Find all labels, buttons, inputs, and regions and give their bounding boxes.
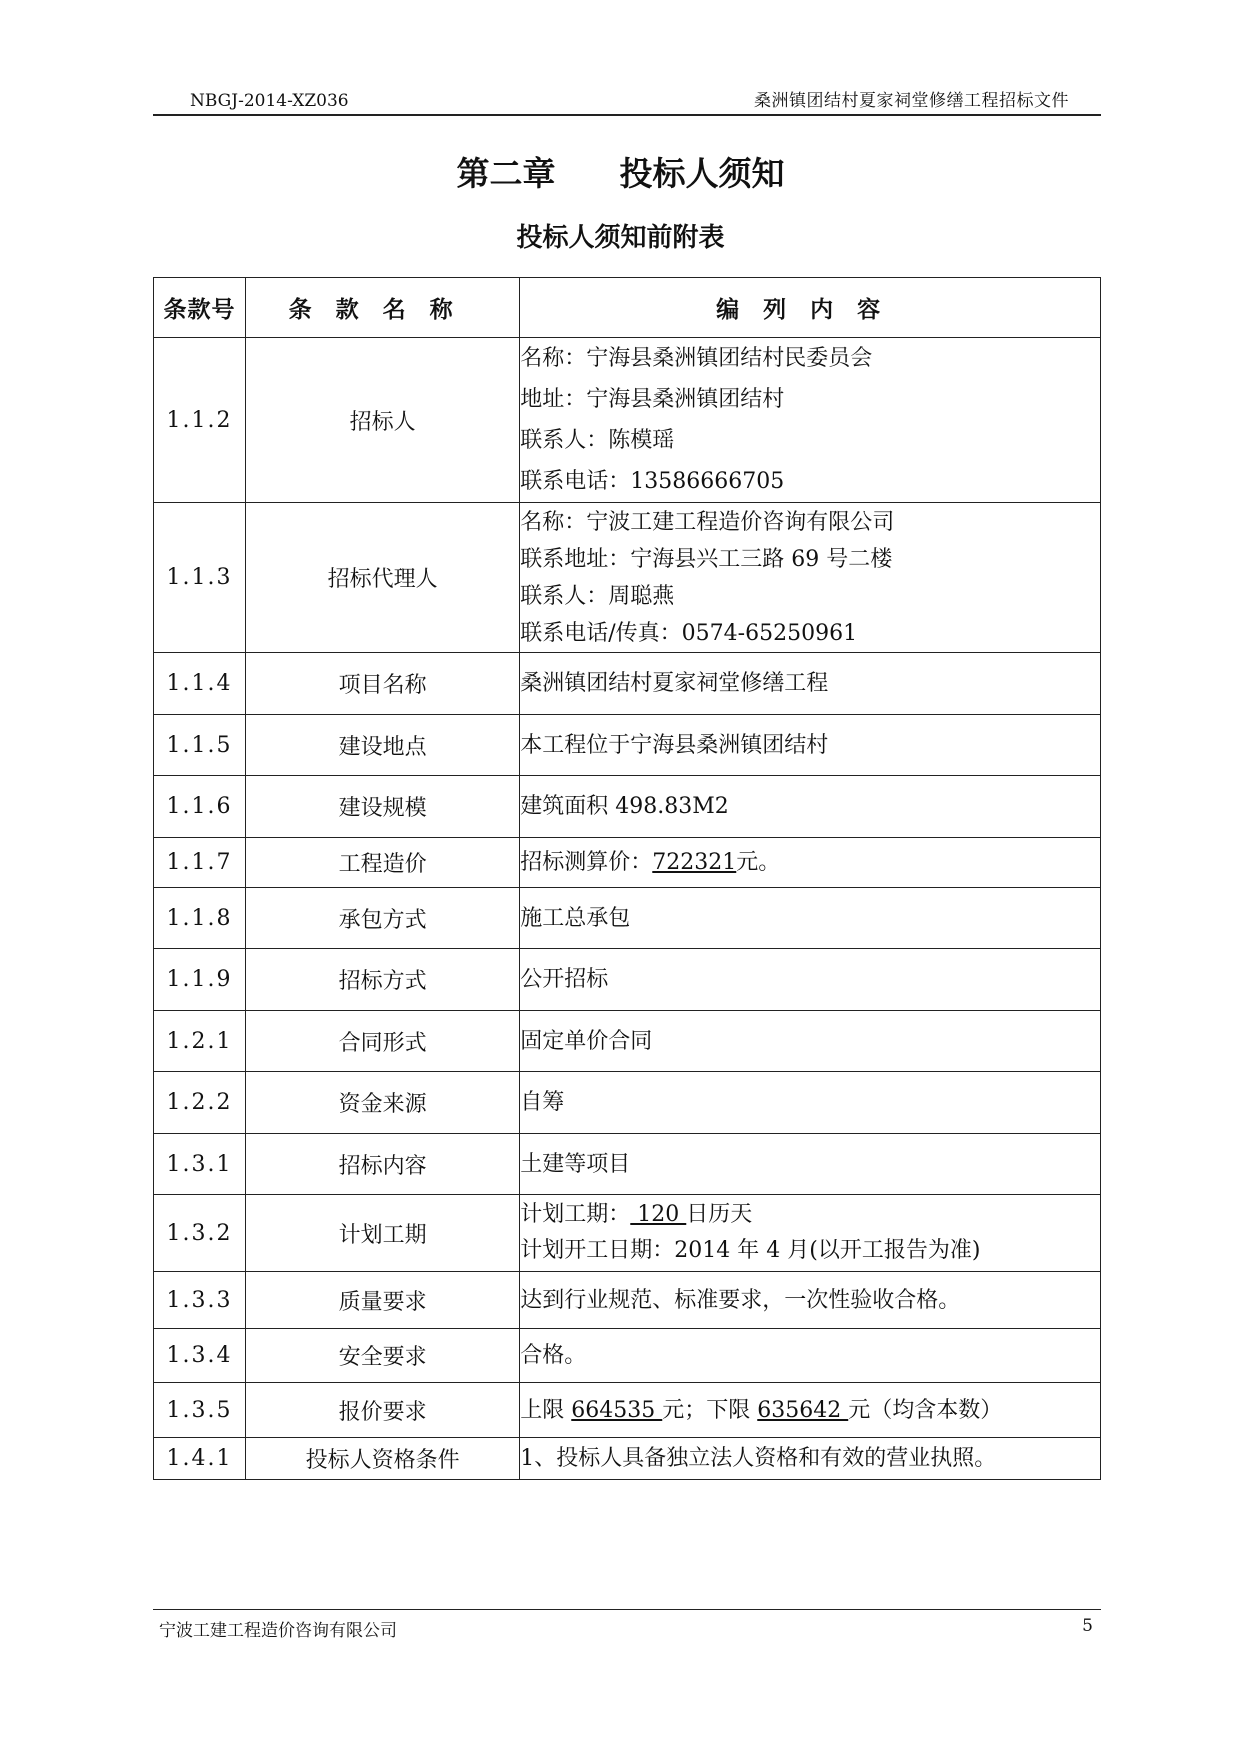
price-unit: 元。 bbox=[736, 850, 781, 875]
table-row bbox=[154, 338, 1101, 503]
table-row bbox=[154, 653, 1101, 715]
content-line: 名称：宁波工建工程造价咨询有限公司 bbox=[520, 509, 895, 535]
document-code: NBGJ-2014-XZ036 bbox=[190, 91, 349, 111]
clause-name: 承包方式 bbox=[245, 888, 519, 949]
table-row bbox=[154, 715, 1101, 776]
content-line: 地址：宁海县桑洲镇团结村 bbox=[520, 387, 785, 412]
page-footer bbox=[153, 1609, 1101, 1641]
clause-no: 1.1.6 bbox=[154, 776, 246, 838]
column-header-clause-no: 条款号 bbox=[154, 278, 246, 338]
column-header-content: 编列内容 bbox=[520, 278, 1101, 338]
clause-no: 1.3.3 bbox=[154, 1272, 246, 1329]
table-row bbox=[154, 888, 1101, 949]
estimated-price-value: 722321 bbox=[652, 850, 737, 875]
clause-name: 资金来源 bbox=[245, 1072, 519, 1134]
table-row bbox=[154, 949, 1101, 1011]
document-title: 桑洲镇团结村夏家祠堂修缮工程招标文件 bbox=[754, 91, 1069, 111]
clause-content: 1、投标人具备独立法人资格和有效的营业执照。 bbox=[520, 1438, 1101, 1480]
clause-content: 达到行业规范、标准要求，一次性验收合格。 bbox=[520, 1272, 1101, 1329]
clause-content bbox=[520, 838, 1101, 888]
clause-no: 1.1.7 bbox=[154, 838, 246, 888]
clause-no: 1.3.1 bbox=[154, 1134, 246, 1195]
table-row bbox=[154, 1011, 1101, 1072]
clause-content: 建筑面积 498.83M2 bbox=[520, 776, 1101, 838]
clause-content bbox=[520, 503, 1101, 653]
content-line: 联系地址：宁海县兴工三路 69 号二楼 bbox=[520, 546, 893, 572]
table-header-row bbox=[154, 278, 1101, 338]
clause-no: 1.1.4 bbox=[154, 653, 246, 715]
clause-content bbox=[520, 1383, 1101, 1438]
clause-name: 招标内容 bbox=[245, 1134, 519, 1195]
clause-content: 自筹 bbox=[520, 1072, 1101, 1134]
clause-content: 固定单价合同 bbox=[520, 1011, 1101, 1072]
period-unit: 日历天 bbox=[686, 1202, 753, 1227]
column-header-clause-name: 条款名称 bbox=[245, 278, 519, 338]
clause-no: 1.1.3 bbox=[154, 503, 246, 653]
table-row bbox=[154, 1072, 1101, 1134]
footer-company: 宁波工建工程造价咨询有限公司 bbox=[159, 1621, 397, 1641]
table-row bbox=[154, 503, 1101, 653]
content-line: 联系人：陈模瑶 bbox=[520, 428, 675, 453]
table-row bbox=[154, 1272, 1101, 1329]
clause-name: 报价要求 bbox=[245, 1383, 519, 1438]
clause-content bbox=[520, 338, 1101, 503]
clause-content: 本工程位于宁海县桑洲镇团结村 bbox=[520, 715, 1101, 776]
clause-content: 施工总承包 bbox=[520, 888, 1101, 949]
clause-no: 1.3.5 bbox=[154, 1383, 246, 1438]
limit-note: 元（均含本数） bbox=[848, 1397, 1003, 1423]
chapter-number: 第二章 bbox=[456, 154, 556, 193]
content-line bbox=[520, 1197, 1100, 1233]
content-line: 名称：宁海县桑洲镇团结村民委员会 bbox=[520, 346, 873, 371]
table-row bbox=[154, 1134, 1101, 1195]
content-line: 联系电话/传真：0574-65250961 bbox=[520, 620, 858, 646]
table-row bbox=[154, 1438, 1101, 1480]
clause-no: 1.1.9 bbox=[154, 949, 246, 1011]
clause-no: 1.2.2 bbox=[154, 1072, 246, 1134]
clause-content bbox=[520, 1195, 1101, 1272]
bidder-instructions-table bbox=[153, 277, 1101, 1480]
upper-limit-value: 664535 bbox=[571, 1397, 663, 1423]
period-label: 计划工期： bbox=[520, 1202, 631, 1227]
clause-no: 1.3.2 bbox=[154, 1195, 246, 1272]
clause-name: 质量要求 bbox=[245, 1272, 519, 1329]
clause-name: 招标人 bbox=[245, 338, 519, 503]
content-line: 计划开工日期：2014 年 4 月(以开工报告为准) bbox=[520, 1238, 981, 1263]
chapter-title bbox=[0, 148, 1241, 195]
clause-name: 投标人资格条件 bbox=[245, 1438, 519, 1480]
table-row bbox=[154, 838, 1101, 888]
page-header bbox=[153, 86, 1101, 116]
period-days-value: 120 bbox=[630, 1202, 687, 1227]
clause-no: 1.1.8 bbox=[154, 888, 246, 949]
clause-no: 1.3.4 bbox=[154, 1329, 246, 1383]
clause-name: 安全要求 bbox=[245, 1329, 519, 1383]
clause-name: 建设规模 bbox=[245, 776, 519, 838]
clause-no: 1.1.2 bbox=[154, 338, 246, 503]
table-row bbox=[154, 1195, 1101, 1272]
chapter-name: 投标人须知 bbox=[619, 154, 785, 193]
limit-label-upper: 上限 bbox=[520, 1397, 572, 1423]
table-row bbox=[154, 776, 1101, 838]
clause-content: 桑洲镇团结村夏家祠堂修缮工程 bbox=[520, 653, 1101, 715]
clause-name: 工程造价 bbox=[245, 838, 519, 888]
limit-label-lower: 元；下限 bbox=[662, 1397, 758, 1423]
clause-name: 计划工期 bbox=[245, 1195, 519, 1272]
table-row bbox=[154, 1383, 1101, 1438]
table-title: 投标人须知前附表 bbox=[516, 223, 725, 253]
table-row bbox=[154, 1329, 1101, 1383]
content-line: 联系人：周聪燕 bbox=[520, 583, 675, 609]
clause-no: 1.2.1 bbox=[154, 1011, 246, 1072]
content-line: 联系电话：13586666705 bbox=[520, 469, 785, 494]
clause-content: 公开招标 bbox=[520, 949, 1101, 1011]
clause-no: 1.1.5 bbox=[154, 715, 246, 776]
price-label: 招标测算价： bbox=[520, 850, 653, 875]
clause-name: 建设地点 bbox=[245, 715, 519, 776]
page-number: 5 bbox=[1082, 1616, 1093, 1636]
clause-name: 招标方式 bbox=[245, 949, 519, 1011]
clause-name: 合同形式 bbox=[245, 1011, 519, 1072]
clause-content: 合格。 bbox=[520, 1329, 1101, 1383]
clause-name: 招标代理人 bbox=[245, 503, 519, 653]
clause-name: 项目名称 bbox=[245, 653, 519, 715]
clause-content: 土建等项目 bbox=[520, 1134, 1101, 1195]
lower-limit-value: 635642 bbox=[757, 1397, 849, 1423]
clause-no: 1.4.1 bbox=[154, 1438, 246, 1480]
